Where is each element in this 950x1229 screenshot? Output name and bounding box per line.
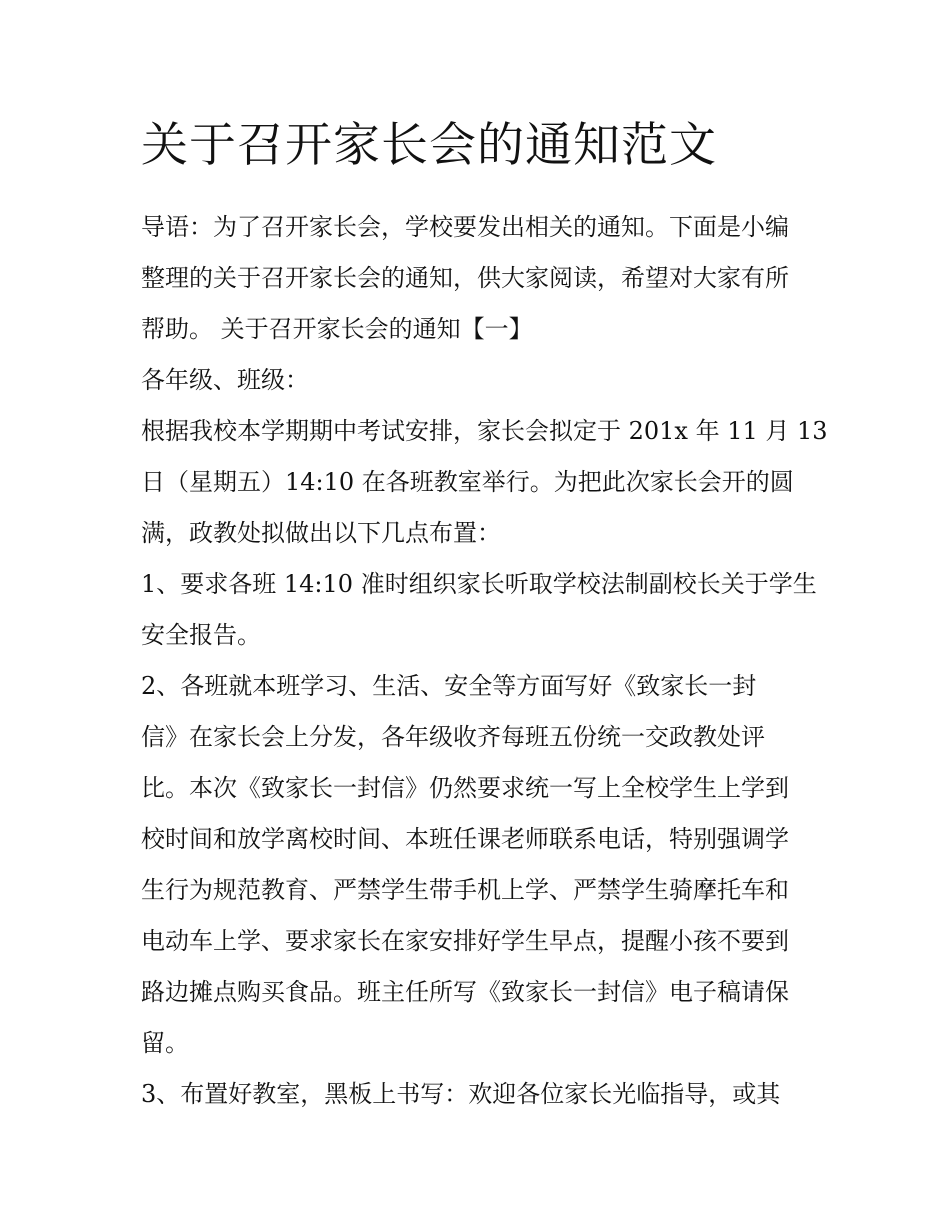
document-body (141, 112, 828, 1120)
text-line: 安全报告。 (141, 621, 261, 649)
text-line: 各年级、班级： (141, 366, 309, 394)
text-line: 信》在家长会上分发，各年级收齐每班五份统一交政教处评 (141, 723, 765, 751)
text-line: 3、布置好教室，黑板上书写：欢迎各位家长光临指导，或其 (141, 1080, 781, 1108)
text-line: 生行为规范教育、严禁学生带手机上学、严禁学生骑摩托车和 (141, 876, 789, 904)
text-line: 2、各班就本班学习、生活、安全等方面写好《致家长一封 (141, 672, 757, 700)
document-title: 关于召开家长会的通知范文 (141, 118, 717, 173)
text-line: 电动车上学、要求家长在家安排好学生早点，提醒小孩不要到 (141, 927, 789, 955)
text-line: 留。 (141, 1029, 189, 1057)
text-line: 校时间和放学离校时间、本班任课老师联系电话，特别强调学 (141, 825, 789, 853)
text-line: 帮助。 关于召开家长会的通知【一】 (141, 315, 533, 343)
text-line: 导语：为了召开家长会，学校要发出相关的通知。下面是小编 (141, 213, 789, 241)
text-line: 1、要求各班 14:10 准时组织家长听取学校法制副校长关于学生 (141, 570, 817, 598)
text-line: 日（星期五）14:10 在各班教室举行。为把此次家长会开的圆 (141, 468, 794, 496)
text-line: 比。本次《致家长一封信》仍然要求统一写上全校学生上学到 (141, 774, 789, 802)
text-line: 根据我校本学期期中考试安排，家长会拟定于 201x 年 11 月 13 (141, 417, 828, 445)
text-line: 整理的关于召开家长会的通知，供大家阅读，希望对大家有所 (141, 264, 789, 292)
text-line: 路边摊点购买食品。班主任所写《致家长一封信》电子稿请保 (141, 978, 789, 1006)
text-line: 满，政教处拟做出以下几点布置： (141, 519, 501, 547)
